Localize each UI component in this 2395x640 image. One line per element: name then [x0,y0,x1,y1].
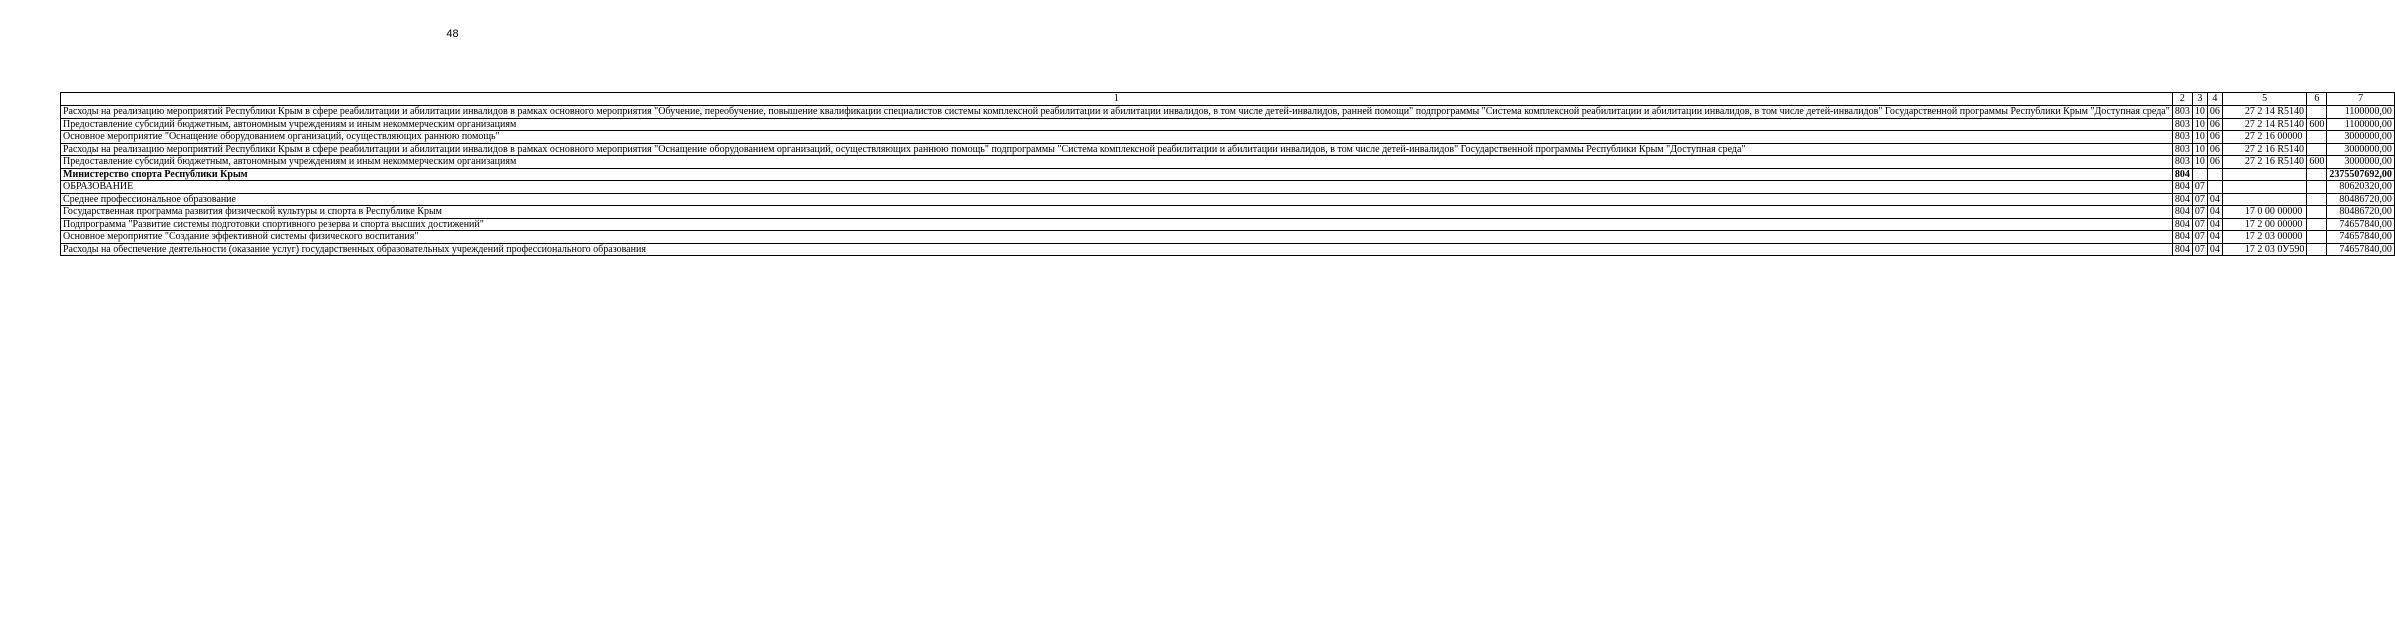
expense-name-cell: Государственная программа развития физической культуры и спорта в Республике Крым [61,206,2173,219]
target-article-cell: 27 2 14 R5140 [2222,118,2307,131]
subsection-code-cell: 04 [2207,206,2222,219]
column-header: 6 [2307,93,2327,106]
grbs-code-cell: 804 [2172,206,2192,219]
amount-cell: 2375507692,00 [2327,168,2395,181]
target-article-cell: 27 2 14 R5140 [2222,106,2307,119]
expense-name-cell: Среднее профессиональное образование [61,193,2173,206]
amount-cell: 1100000,00 [2327,118,2395,131]
section-code-cell: 07 [2192,231,2207,244]
table-row [61,106,2395,119]
expense-name-cell: Предоставление субсидий бюджетным, автономным учреждениям и иным некоммерческим организациям [61,118,2173,131]
column-header: 5 [2222,93,2307,106]
section-code-cell: 10 [2192,131,2207,144]
grbs-code-cell: 803 [2172,131,2192,144]
expense-name-cell: Министерство спорта Республики Крым [61,168,2173,181]
target-article-cell [2222,181,2307,194]
table-row [61,131,2395,144]
amount-cell: 80620320,00 [2327,181,2395,194]
expense-type-cell: 600 [2307,156,2327,169]
expense-type-cell [2307,243,2327,256]
table-row [61,168,2395,181]
expense-name-cell: Предоставление субсидий бюджетным, автономным учреждениям и иным некоммерческим организациям [61,156,2173,169]
subsection-code-cell: 06 [2207,156,2222,169]
expense-type-cell [2307,106,2327,119]
section-code-cell: 07 [2192,193,2207,206]
subsection-code-cell [2207,181,2222,194]
grbs-code-cell: 803 [2172,156,2192,169]
target-article-cell: 17 0 00 00000 [2222,206,2307,219]
section-code-cell: 07 [2192,206,2207,219]
expense-type-cell [2307,168,2327,181]
target-article-cell [2222,193,2307,206]
subsection-code-cell: 06 [2207,131,2222,144]
subsection-code-cell [2207,168,2222,181]
table-row [61,193,2395,206]
expense-type-cell [2307,218,2327,231]
target-article-cell [2222,168,2307,181]
section-code-cell: 10 [2192,118,2207,131]
table-row [61,218,2395,231]
subsection-code-cell: 04 [2207,231,2222,244]
budget-table [60,92,2395,256]
amount-cell: 80486720,00 [2327,193,2395,206]
expense-name-cell: Основное мероприятие "Оснащение оборудованием организаций, осуществляющих раннюю помощь" [61,131,2173,144]
table-row [61,231,2395,244]
amount-cell: 80486720,00 [2327,206,2395,219]
section-code-cell: 10 [2192,143,2207,156]
expense-name-cell: Расходы на обеспечение деятельности (оказание услуг) государственных образовательных учреждений профессионального образования [61,243,2173,256]
target-article-cell: 27 2 16 R5140 [2222,156,2307,169]
grbs-code-cell: 804 [2172,231,2192,244]
page-number: 48 [446,28,459,40]
subsection-code-cell: 04 [2207,243,2222,256]
table-row [61,143,2395,156]
column-header: 7 [2327,93,2395,106]
table-row [61,181,2395,194]
section-code-cell [2192,168,2207,181]
expense-name-cell: Расходы на реализацию мероприятий Республики Крым в сфере реабилитации и абилитации инвалидов в рамках основного мероприятия "Обучение, переобучение, повышение квалификации специалистов системы комплексной реабилитации и абилитации инвалидов, в том числе детей-инвалидов, ранней помощи" подпрограммы "Система комплексной реабилитации и абилитации инвалидов, в том числе детей-инвалидов" Государственной программы Республики Крым "Доступная среда" [61,106,2173,119]
grbs-code-cell: 804 [2172,168,2192,181]
expense-type-cell [2307,193,2327,206]
subsection-code-cell: 04 [2207,193,2222,206]
subsection-code-cell: 06 [2207,118,2222,131]
grbs-code-cell: 804 [2172,243,2192,256]
amount-cell: 3000000,00 [2327,143,2395,156]
grbs-code-cell: 804 [2172,193,2192,206]
grbs-code-cell: 804 [2172,218,2192,231]
table-row [61,243,2395,256]
subsection-code-cell: 06 [2207,143,2222,156]
column-header: 3 [2192,93,2207,106]
target-article-cell: 17 2 00 00000 [2222,218,2307,231]
target-article-cell: 27 2 16 R5140 [2222,143,2307,156]
section-code-cell: 07 [2192,218,2207,231]
amount-cell: 3000000,00 [2327,131,2395,144]
target-article-cell: 17 2 03 00000 [2222,231,2307,244]
section-code-cell: 10 [2192,106,2207,119]
amount-cell: 74657840,00 [2327,231,2395,244]
expense-name-cell: Подпрограмма "Развитие системы подготовки спортивного резерва и спорта высших достижений" [61,218,2173,231]
grbs-code-cell: 803 [2172,118,2192,131]
expense-type-cell [2307,143,2327,156]
grbs-code-cell: 803 [2172,106,2192,119]
column-header: 4 [2207,93,2222,106]
expense-type-cell [2307,181,2327,194]
expense-type-cell [2307,231,2327,244]
amount-cell: 1100000,00 [2327,106,2395,119]
grbs-code-cell: 803 [2172,143,2192,156]
section-code-cell: 10 [2192,156,2207,169]
expense-type-cell: 600 [2307,118,2327,131]
subsection-code-cell: 04 [2207,218,2222,231]
target-article-cell: 27 2 16 00000 [2222,131,2307,144]
expense-name-cell: Расходы на реализацию мероприятий Республики Крым в сфере реабилитации и абилитации инвалидов в рамках основного мероприятия "Оснащение оборудованием организаций, осуществляющих раннюю помощь" подпрограммы "Система комплексной реабилитации и абилитации инвалидов, в том числе детей-инвалидов" Государственной программы Республики Крым "Доступная среда" [61,143,2173,156]
amount-cell: 74657840,00 [2327,218,2395,231]
amount-cell: 74657840,00 [2327,243,2395,256]
amount-cell: 3000000,00 [2327,156,2395,169]
table-row [61,118,2395,131]
expense-type-cell [2307,206,2327,219]
column-header: 2 [2172,93,2192,106]
target-article-cell: 17 2 03 0У590 [2222,243,2307,256]
column-header: 1 [61,93,2173,106]
expense-type-cell [2307,131,2327,144]
grbs-code-cell: 804 [2172,181,2192,194]
header-row [61,93,2395,106]
table-row [61,206,2395,219]
expense-name-cell: ОБРАЗОВАНИЕ [61,181,2173,194]
subsection-code-cell: 06 [2207,106,2222,119]
expense-name-cell: Основное мероприятие "Создание эффективной системы физического воспитания" [61,231,2173,244]
section-code-cell: 07 [2192,181,2207,194]
table-row [61,156,2395,169]
section-code-cell: 07 [2192,243,2207,256]
